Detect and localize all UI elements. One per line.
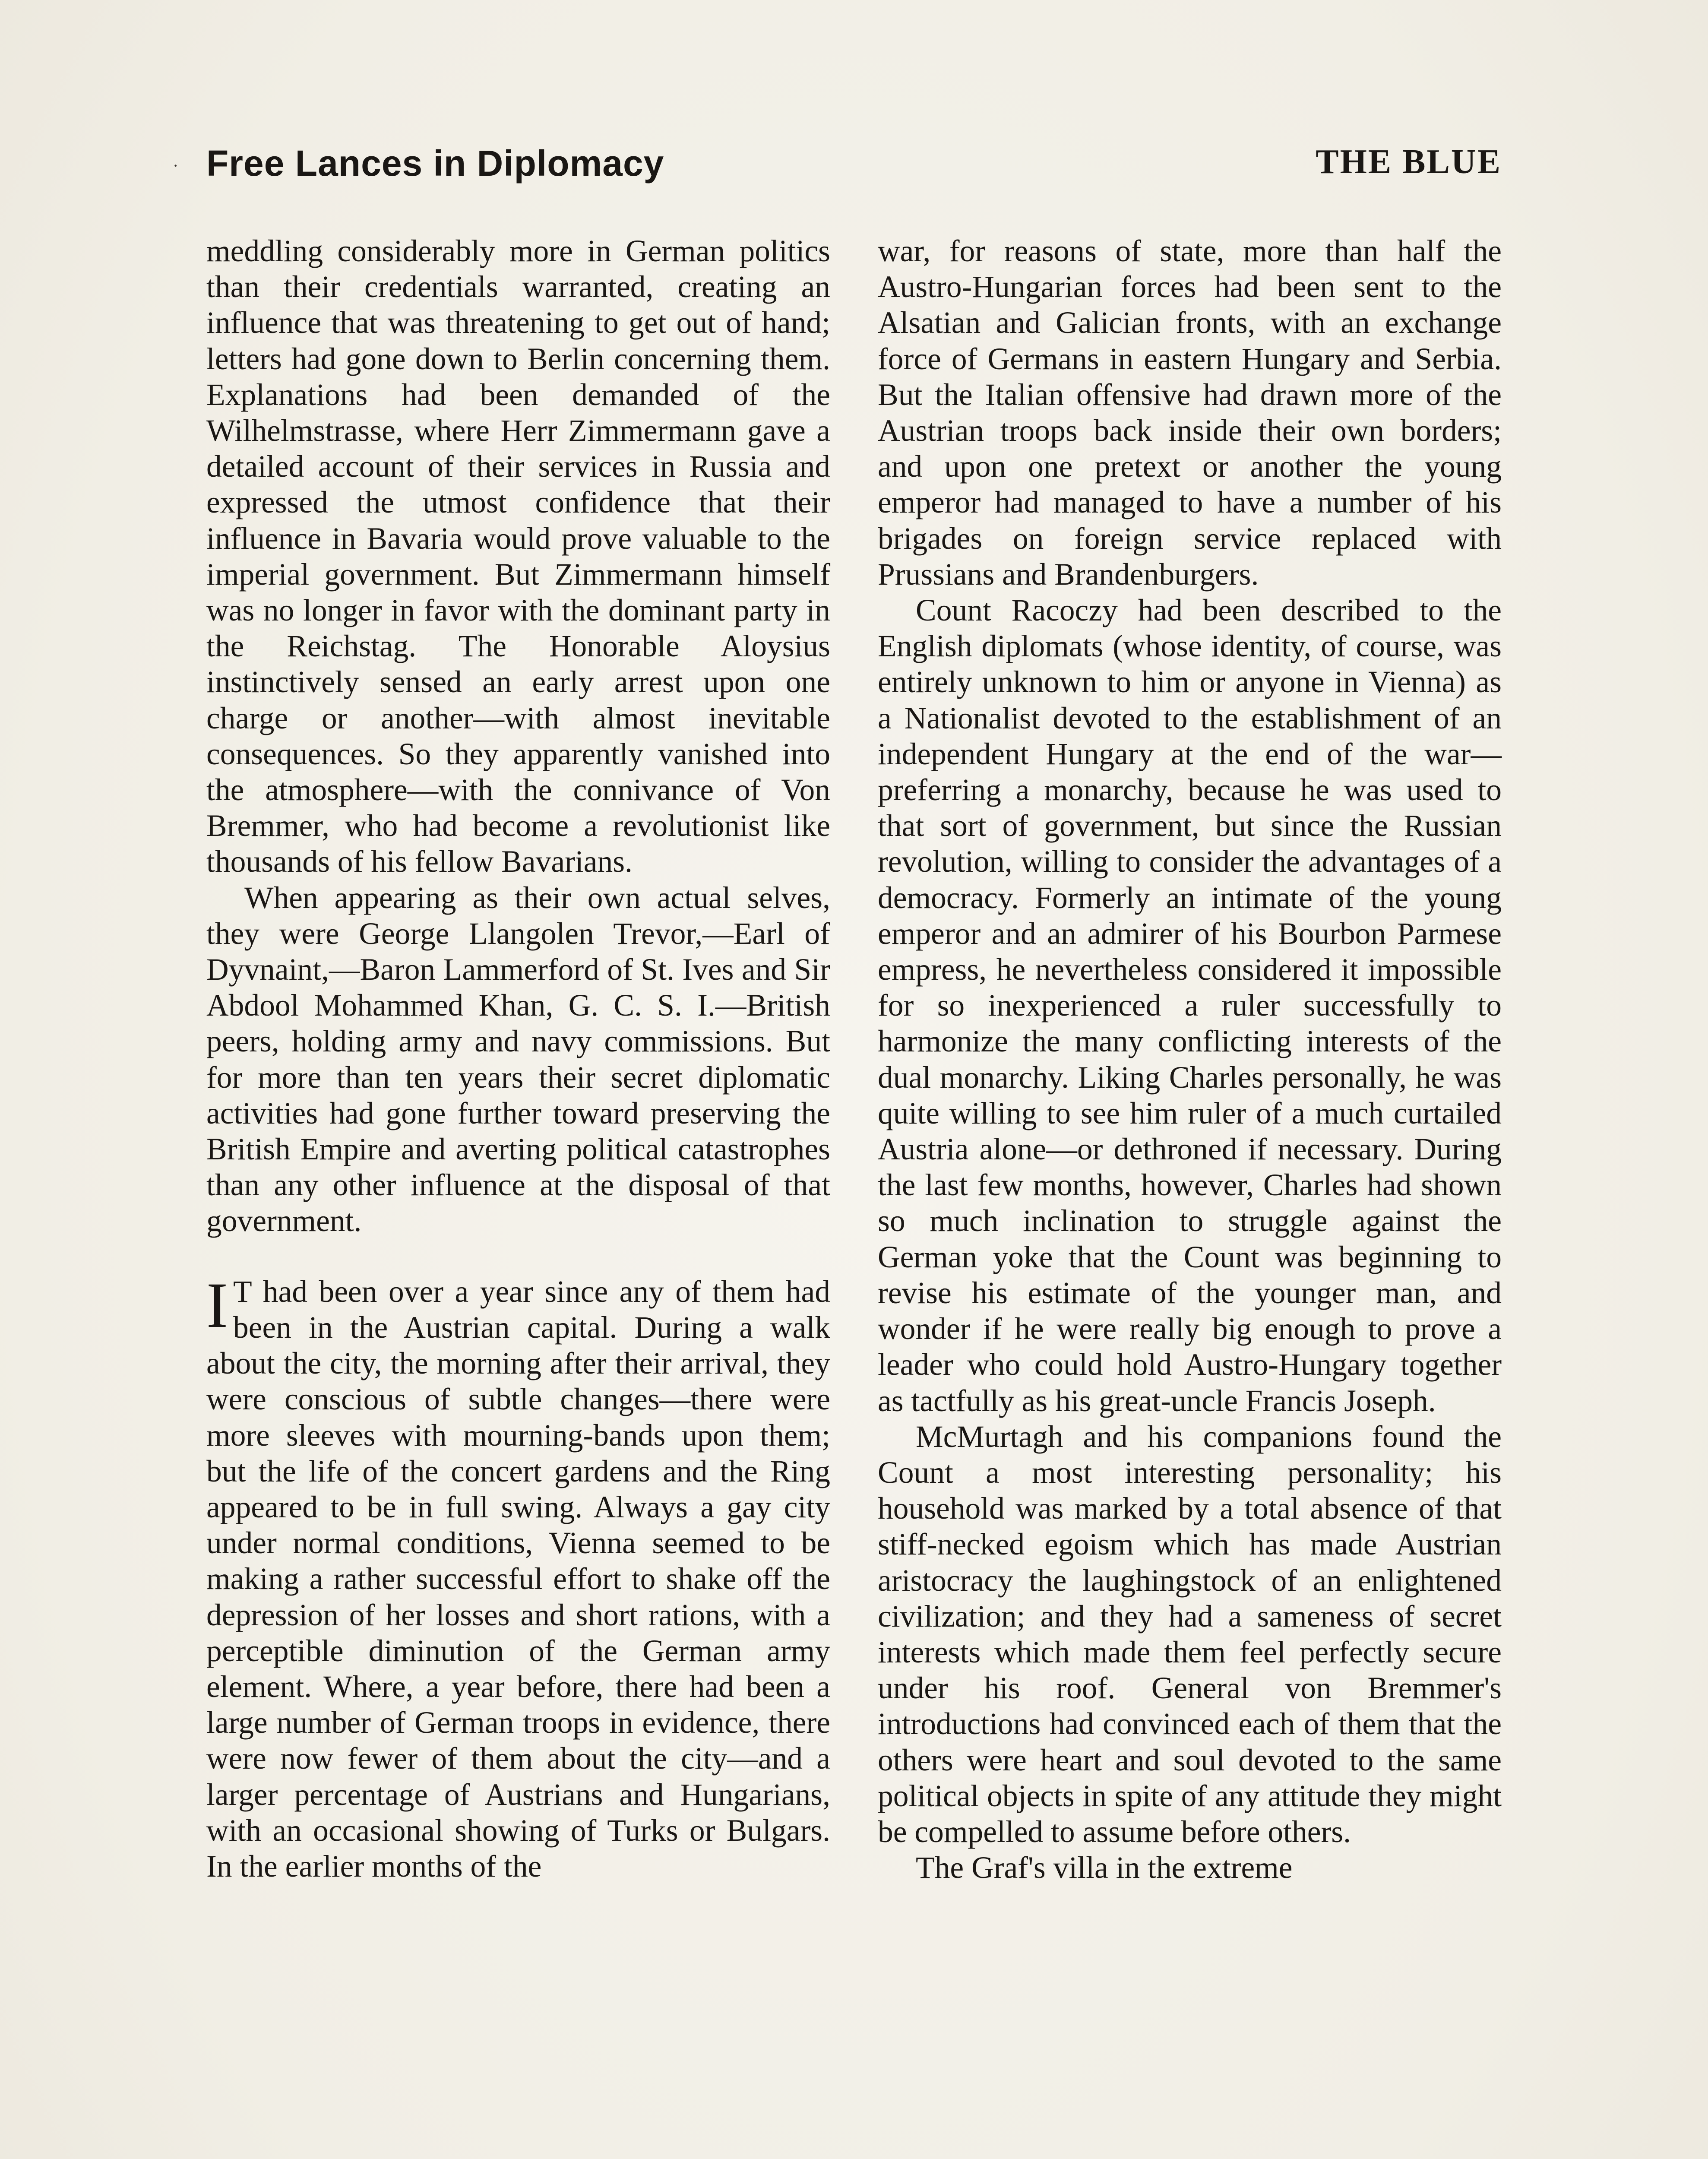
margin-dot: · xyxy=(173,156,179,175)
paragraph: The Graf's villa in the extreme xyxy=(916,1851,1293,1885)
paragraph: When appearing as their own actual selves, they were George Llangolen Trevor,—Earl of Dyvnaint,—Baron Lammerford of St. Ives and Sir Abdool Mohammed Khan, G. C. S. I.—British peers, holding army and navy commissions. But for more than ten years their secret diplomatic activities had gone further toward preserving the British Empire and averting political catastrophes than any other influence at the disposal of that government. xyxy=(206,880,830,1238)
story-title: Free Lances in Diplomacy xyxy=(206,143,664,184)
left-column xyxy=(206,233,830,1884)
paragraph-dropcap xyxy=(206,1269,830,1884)
running-header xyxy=(206,142,1502,190)
drop-cap: I xyxy=(206,1269,228,1341)
right-column xyxy=(878,233,1502,1886)
paragraph: Count Racoczy had been described to the English diplomats (whose identity, of course, was entirely unknown to him or anyone in Vienna) as a Nationalist devoted to the establishment of an independent Hungary at the end of the war—preferring a monarchy, because he was used to that sort of government, but since the Russian revolution, willing to consider the advantages of a democracy. Formerly an intimate of the young emperor and an admirer of his Bourbon Parmese empress, he nevertheless considered it impossible for so inexperienced a ruler successfully to harmonize the many conflicting interests of the dual monarchy. Liking Charles personally, he was quite willing to see him ruler of a much curtailed Austria alone—or dethroned if necessary. During the last few months, however, Charles had shown so much inclination to struggle against the German yoke that the Count was beginning to revise his estimate of the younger man, and wonder if he were really big enough to prove a leader who could hold Austro-Hungary together as tactfully as his great-uncle Francis Joseph. xyxy=(878,593,1502,1418)
magazine-title: THE BLUE xyxy=(1316,143,1502,181)
paragraph: meddling considerably more in German politics than their credentials warranted, creating an influence that was threatening to get out of hand; letters had gone down to Berlin concerning them. Explanations had been demanded of the Wilhelmstrasse, where Herr Zimmermann gave a detailed account of their services in Russia and expressed the utmost confidence that their influence in Bavaria would prove valuable to the imperial government. But Zimmermann himself was no longer in favor with the dominant party in the Reichstag. The Honorable Aloysius instinctively sensed an early arrest upon one charge or another—with almost inevitable consequences. So they apparently vanished into the atmosphere—with the connivance of Von Bremmer, who had become a revolutionist like thousands of his fellow Bavarians. xyxy=(206,234,830,879)
paragraph-text: T had been over a year since any of them had been in the Austrian capital. During a walk about the city, the morning after their arrival, they were conscious of subtle changes—there were more sleeves with mourning-bands upon them; but the life of the concert gardens and the Ring appeared to be in full swing. Always a gay city under normal conditions, Vienna seemed to be making a rather successful effort to shake off the depression of her losses and short rations, with a perceptible diminution of the German army element. Where, a year before, there had been a large number of German troops in evidence, there were now fewer of them about the city—and a larger percentage of Austrians and Hungarians, with an occasional showing of Turks or Bulgars. In the earlier months of the xyxy=(206,1274,830,1884)
paragraph: McMurtagh and his companions found the Count a most interesting personality; his household was marked by a total absence of that stiff-necked egoism which has made Austrian aristocracy the laughingstock of an enlightened civilization; and they had a sameness of secret interests which made them feel perfectly secure under his roof. General von Bremmer's introductions had convinced each of them that the others were heart and soul devoted to the same political objects in spite of any attitude they might be compelled to assume before others. xyxy=(878,1419,1502,1849)
paragraph: war, for reasons of state, more than half the Austro-Hungarian forces had been sent to the Alsatian and Galician fronts, with an exchange force of Germans in eastern Hungary and Serbia. But the Italian offensive had drawn more of the Austrian troops back inside their own borders; and upon one pretext or another the young emperor had managed to have a number of his brigades on foreign service replaced with Prussians and Brandenburgers. xyxy=(878,234,1502,592)
section-break xyxy=(206,1239,830,1274)
